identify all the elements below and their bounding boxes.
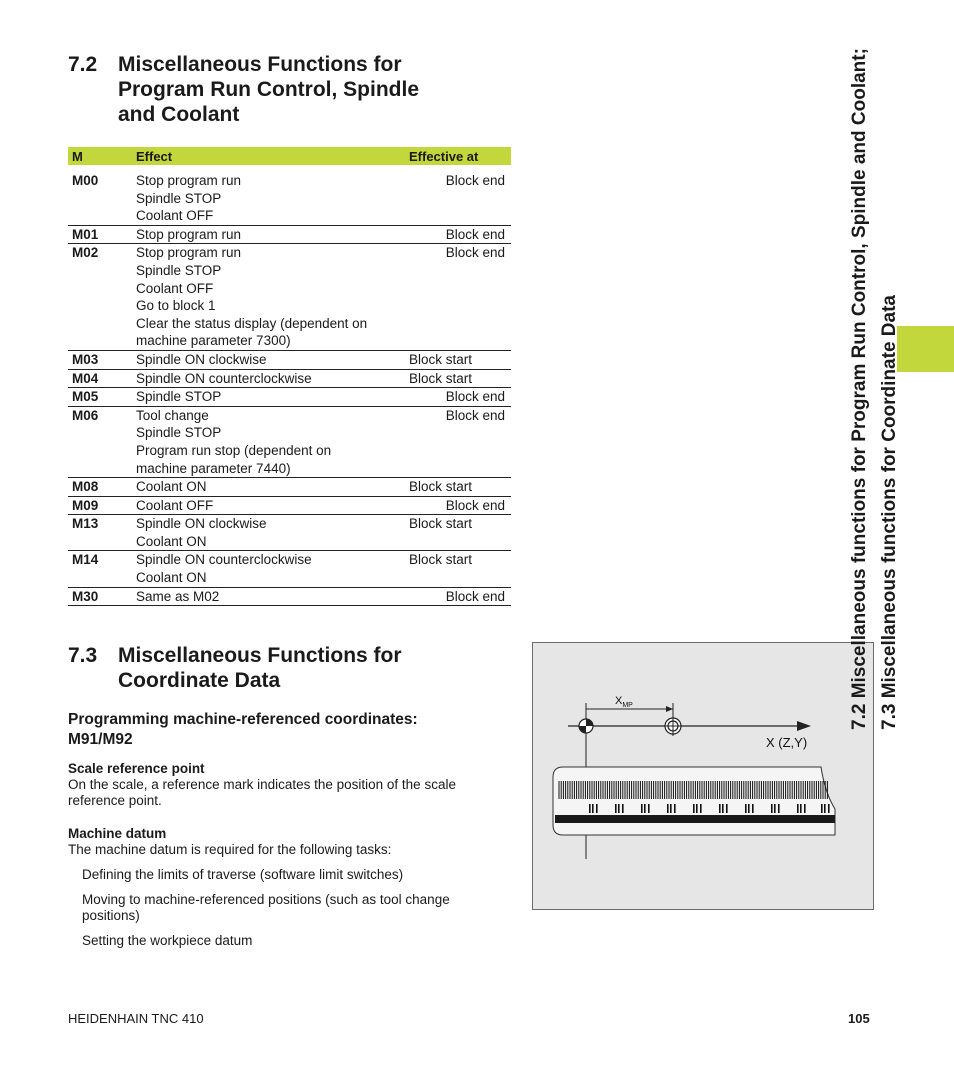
table-row (68, 497, 511, 516)
m-code: M30 (72, 588, 99, 604)
effect-line: Coolant OFF (136, 208, 214, 224)
list-item: Defining the limits of traverse (software limit switches) (82, 867, 404, 882)
machine-datum-heading: Machine datum (68, 826, 167, 841)
axis-arrow-icon (797, 721, 811, 731)
effective-at-cell: Block end (445, 226, 505, 242)
effect-line: Stop program run (136, 226, 242, 242)
effect-line: Spindle STOP (136, 190, 222, 206)
section-73-title: Miscellaneous Functions for Coordinate Data (118, 644, 402, 692)
page-number: 105 (848, 1011, 870, 1026)
effective-at-cell: Block end (445, 173, 505, 188)
table-row (68, 478, 511, 497)
m-code: M06 (72, 407, 99, 423)
m-code: M01 (72, 226, 99, 242)
table-row (68, 388, 511, 407)
scale-figure (532, 642, 874, 910)
table-row (68, 172, 511, 226)
m-code: M09 (72, 497, 99, 513)
table-row (68, 226, 511, 245)
effect-line: Tool change (136, 407, 209, 423)
m-functions-table (68, 147, 511, 606)
effective-at-cell: Block start (409, 516, 473, 532)
header-m: M (72, 149, 83, 164)
scale-diagram (533, 643, 873, 909)
effect-line: Stop program run (136, 173, 242, 188)
effective-at-cell: Block start (409, 351, 473, 367)
effect-line: Stop program run (136, 245, 242, 261)
axis-label: X (Z,Y) (766, 735, 808, 750)
effect-line: machine parameter 7300) (136, 333, 291, 349)
effect-line: Spindle ON counterclockwise (136, 370, 312, 386)
task-list (82, 867, 502, 949)
effect-line: Spindle ON clockwise (136, 516, 267, 532)
m91-m92-subheading: Programming machine-referenced coordinates: M91/M92 (68, 711, 418, 748)
effect-line: Coolant ON (136, 533, 207, 549)
m-code: M08 (72, 479, 99, 495)
effective-at-cell: Block start (409, 479, 473, 495)
m-code: M04 (72, 370, 99, 386)
section-73-heading (68, 643, 518, 695)
m-code: M05 (72, 389, 99, 405)
effective-at-cell: Block end (445, 588, 505, 604)
linear-scale (553, 767, 835, 835)
table-row (68, 551, 511, 587)
effect-line: Spindle STOP (136, 389, 222, 405)
section-72-title: Miscellaneous Functions for Program Run Control, Spindle and Coolant (118, 53, 420, 126)
effective-at-cell: Block end (445, 407, 505, 423)
section-72-heading (68, 52, 518, 130)
m-code: M03 (72, 351, 99, 367)
scale-reference-point-icon (579, 719, 593, 733)
effective-at-cell: Block end (445, 245, 505, 261)
footer-left: HEIDENHAIN TNC 410 (68, 1011, 204, 1026)
effect-line: Spindle STOP (136, 425, 222, 441)
effective-at-cell: Block end (445, 497, 505, 513)
machine-datum-text: The machine datum is required for the following tasks: (68, 842, 392, 857)
table-header (68, 147, 511, 165)
effect-line: Coolant OFF (136, 497, 214, 513)
effect-line: Go to block 1 (136, 298, 216, 314)
running-side-title: 7.2 Miscellaneous functions for Program Run Control, Spindle and Coolant; 7.3 Miscellaneous functions for Coordinate Data (849, 48, 900, 730)
header-effective-at: Effective at (409, 149, 479, 164)
effective-at-cell: Block end (445, 389, 505, 405)
list-item: Setting the workpiece datum (82, 933, 253, 948)
m-code: M00 (72, 173, 99, 188)
section-72-number: 7.2 (68, 53, 98, 76)
effect-line: Coolant ON (136, 479, 207, 495)
table-body (68, 165, 511, 606)
table-row (68, 370, 511, 389)
machine-datum-icon (663, 716, 683, 736)
xmp-label: $X_{MP}$ (615, 695, 633, 709)
effect-line: Coolant ON (136, 570, 207, 586)
table-row (68, 588, 511, 607)
effect-line: machine parameter 7440) (136, 460, 291, 476)
effect-line: Spindle ON clockwise (136, 351, 267, 367)
section-73-number: 7.3 (68, 644, 98, 667)
table-row (68, 407, 511, 478)
effective-at-cell: Block start (409, 370, 473, 386)
effect-line: Spindle STOP (136, 262, 222, 278)
effective-at-cell: Block start (409, 552, 473, 568)
effect-line: Coolant OFF (136, 280, 214, 296)
effect-line: Program run stop (dependent on (136, 442, 332, 458)
machine-datum-block (68, 826, 508, 858)
effect-line: Spindle ON counterclockwise (136, 552, 312, 568)
table-row (68, 515, 511, 551)
scale-reference-block: Scale reference point On the scale, a reference mark indicates the position of the scale reference point. (68, 761, 508, 809)
table-row (68, 244, 511, 351)
list-item: Moving to machine-referenced positions (such as tool change positions) (82, 892, 450, 923)
m-code: M14 (72, 552, 99, 568)
m-code: M02 (72, 245, 99, 261)
header-effect: Effect (136, 149, 173, 164)
table-row (68, 351, 511, 370)
effect-line: Clear the status display (dependent on (136, 315, 368, 331)
effect-line: Same as M02 (136, 588, 220, 604)
m-code: M13 (72, 516, 99, 532)
scale-reference-heading: Scale reference point (68, 761, 205, 776)
